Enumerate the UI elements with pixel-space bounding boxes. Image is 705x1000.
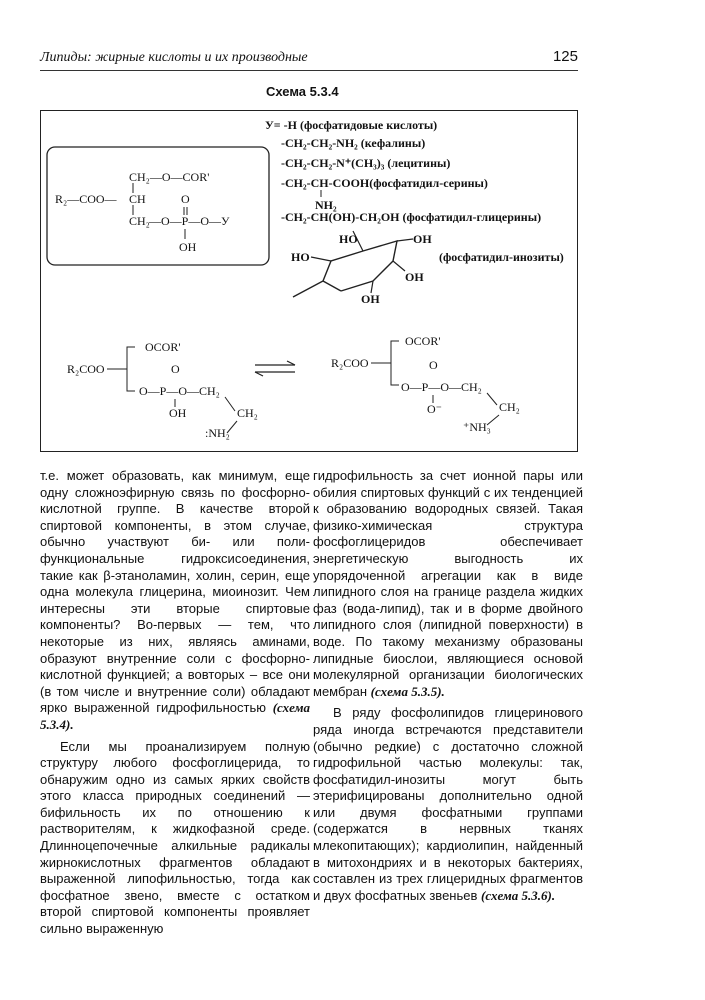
eq-right-ch2-bond [487, 393, 497, 405]
eq-left-r2coo: R₂COO [67, 362, 105, 376]
gf-o-top: O [181, 192, 190, 206]
gf-row3-chain: —O—P—O—У [149, 214, 230, 228]
running-header [40, 42, 578, 71]
eq-right-o-top: O [429, 358, 438, 372]
eq-left-oh: OH [169, 406, 187, 420]
scheme-ref-534: (схема 5.3.4). [40, 700, 310, 732]
eq-left-bracket [127, 347, 135, 391]
eq-right-r2coo: R₂COO [331, 356, 369, 370]
sub-serin: -CH₂-CH-COOH(фосфатидил-серины) [281, 176, 488, 190]
left-column [40, 468, 310, 938]
sub-serin-nh2: NH₂ [315, 198, 337, 212]
gf-r2coo: R₂—COO— [55, 192, 117, 206]
eq-left-o-top: O [171, 362, 180, 376]
scheme-title: Схема 5.3.4 [266, 84, 339, 99]
general-formula-box [47, 147, 269, 265]
gf-row3-ch2: CH₂ [129, 214, 150, 228]
gf-ch: CH [129, 192, 146, 206]
eq-left-nh2: :NH₂ [205, 426, 230, 440]
ino-ho-top: HO [339, 232, 358, 246]
scheme-diagram [41, 111, 579, 453]
running-title: Липиды: жирные кислоты и их производные [40, 50, 308, 65]
page-number: 125 [552, 48, 578, 65]
eq-left-ch2: CH₂ [237, 406, 258, 420]
scheme-ref-535: (схема 5.3.5). [370, 683, 445, 699]
right-paragraph-1: гидрофильность за счет ионной пары или обилия спиртовых функций с их тенденцией к образованию водородных связей. Такая физико-химическая структура фосфоглицеридов обеспечивает энергетическую выгодность их упорядоченной агрегации как в виде липидного слоя на границе раздела жидких фаз (вода-липид), так и в форме двойного липидного слоя (липидной поверхности) в воде. По такому механизму образованы липидные биослои, являющиеся основой молекулярной организации биологических мембран (схема 5.3.5). [313, 468, 583, 699]
gf-row1: CH₂—O—COR' [129, 170, 210, 184]
eq-left-chain: O—P—O—CH₂ [139, 384, 220, 398]
scheme-ref-536: (схема 5.3.6). [481, 887, 556, 903]
ino-oh-bottom: OH [361, 292, 380, 306]
ino-oh-right: OH [405, 270, 424, 284]
sub-lecitiny: -CH₂-CH₂-N⁺(CH₃)₃ (лецитины) [281, 156, 451, 170]
scheme-frame [40, 110, 578, 452]
sub-inozity: (фосфатидил-инозиты) [439, 250, 564, 264]
right-paragraph-2: В ряду фосфолипидов глицеринового ряда иногда встречаются представители (обычно редкие) с достаточно сложной гидрофильной частью молекулы: так, фосфатидил-инозиты могут быть этерифицированы дополнительно одной или двумя фосфатными группами (содержатся в нервных тканях млекопитающих); кардиолипин, найденный в митохондриях и в некоторых бактериях, составлен из трех глицеридных фрагментов и двух фосфатных звеньев (схема 5.3.6). [313, 705, 583, 903]
left-paragraph-1: т.е. может образовать, как минимум, еще одну сложноэфирную связь по фосфорно-кислотной группе. В качестве второй спиртовой компоненты, в этом случае, обычно участвуют би- или поли- функциональные гидроксисоединения, такие как β-этаноламин, холин, серин, еще одна молекула глицерина, миоинозит. Чем интересны эти вторые спиртовые компоненты? Во-первых — тем, что некоторые из них, являясь аминами, образуют внутренние соли с фосфорно-кислотной функцией; а вовторых – все они (в том числе и внутренние соли) обладают ярко выраженной гидрофильностью (схема 5.3.4). [40, 468, 310, 732]
eq-right-ocor: OCOR' [405, 334, 441, 348]
ino-ho-left: HO [291, 250, 310, 264]
eq-right-bracket [391, 341, 399, 385]
sub-y-line: У= -Н (фосфатидовые кислоты) [265, 118, 438, 132]
sub-glicerin: -CH₂-CH(OH)-CH₂OH (фосфатидил-глицерины) [281, 210, 542, 224]
eq-right-nh3: ⁺NH₃ [463, 420, 491, 434]
eq-left-ocor: OCOR' [145, 340, 181, 354]
eq-right-chain: O—P—O—CH₂ [401, 380, 482, 394]
right-column [313, 468, 583, 904]
left-paragraph-2: Если мы проанализируем полную структуру любого фосфоглицерида, то обнаружим одно из самых ярких свойств этого класса природных соединений — бифильность их по отношению к растворителям, к жидкофазной среде. Длинноцепочечные алкильные радикалы жирнокислотных фрагментов обладают выраженной липофильностью, тогда как фосфатное звено, вместе с остатком второй спиртовой компоненты проявляет сильно выраженную [40, 738, 310, 937]
eq-left-ch2-bond [225, 397, 235, 411]
eq-right-ch2: CH₂ [499, 400, 520, 414]
eq-right-o-minus: O⁻ [427, 402, 442, 416]
ino-oh-top: OH [413, 232, 432, 246]
sub-kefaliny: -CH₂-CH₂-NH₂ (кефалины) [281, 136, 426, 150]
gf-oh: OH [179, 240, 197, 254]
